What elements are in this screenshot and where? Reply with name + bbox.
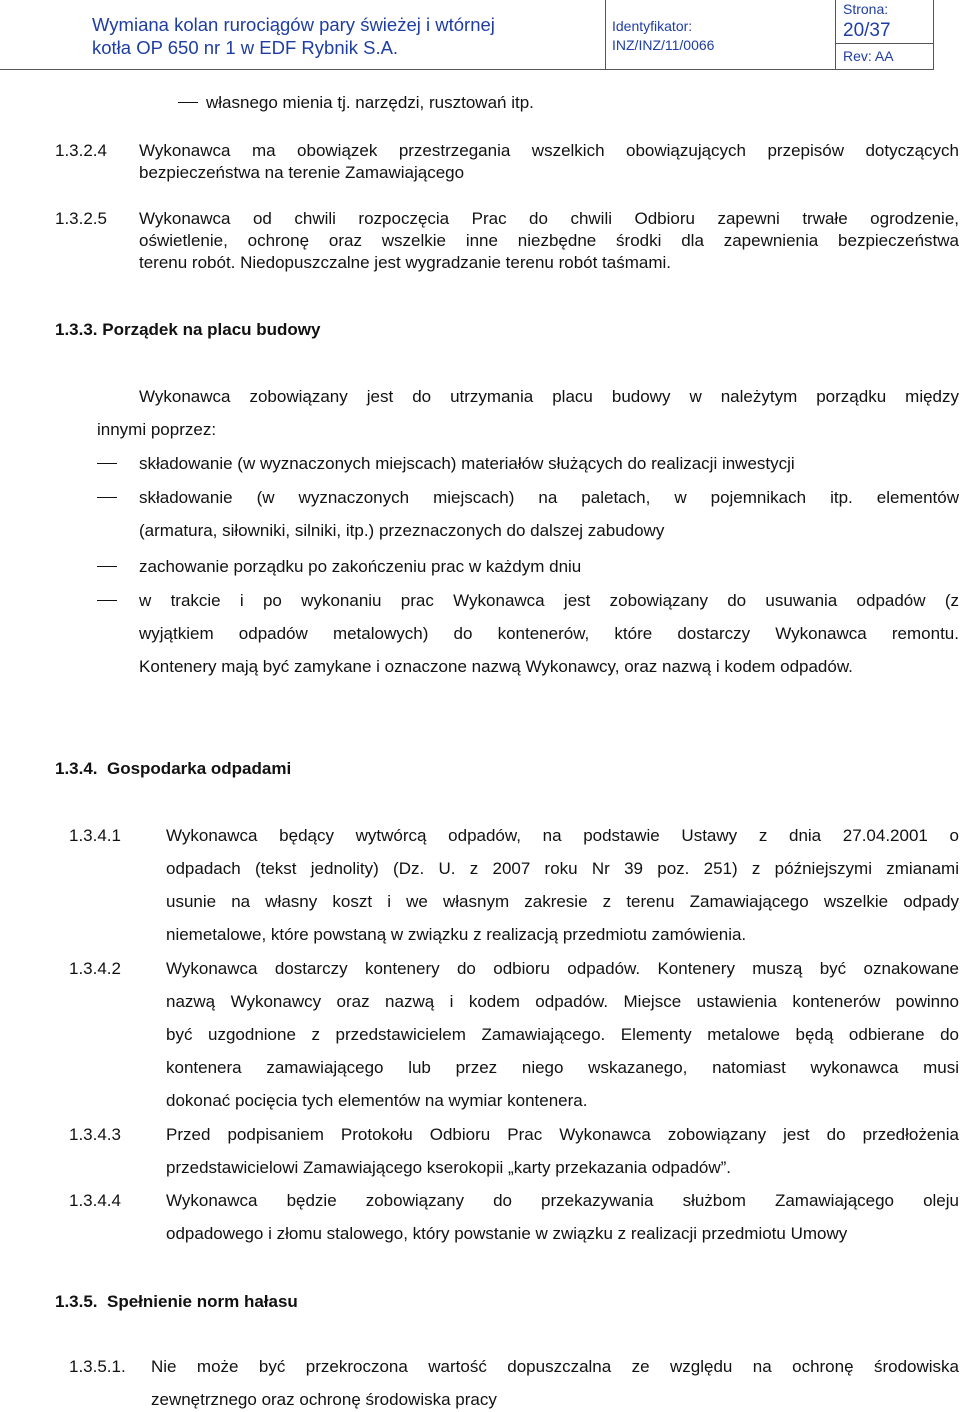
list-item: Kontenery mają być zamykane i oznaczone nazwą Wykonawcy, oraz nazwą i kodem odpadów. [139, 657, 853, 676]
list-item: (armatura, siłowniki, silniki, itp.) przeznaczonych do dalszej zabudowy [139, 521, 665, 540]
bullet-dash [97, 566, 117, 567]
bullet-dash [178, 102, 198, 103]
header-divider [933, 0, 934, 70]
paragraph-line: terenu robót. Niedopuszczalne jest wygradzanie terenu robót taśmami. [139, 253, 672, 272]
section-number: 1.3.4.1 [69, 826, 121, 845]
section-number: 1.3.4.4 [69, 1191, 121, 1210]
list-item: wyjątkiem odpadów metalowych) do kontenerów, które dostarczy Wykonawca remontu. [139, 624, 959, 643]
list-item: składowanie (w wyznaczonych miejscach) materiałów służących do realizacji inwestycji [139, 454, 795, 473]
section-number: 1.3.4.3 [69, 1125, 121, 1144]
paragraph-line: nazwą Wykonawcy oraz nazwą i kodem odpadów. Miejsce ustawienia kontenerów powinno [166, 992, 959, 1011]
header-bottom-rule [0, 69, 934, 70]
identifier-value: INZ/INZ/11/0066 [612, 37, 715, 53]
paragraph-line: Wykonawca od chwili rozpoczęcia Prac do chwili Odbioru zapewni trwałe ogrodzenie, [139, 209, 959, 228]
paragraph-line: oświetlenie, ochronę oraz wszelkie inne niezbędne środki dla zapewnienia bezpieczeństwa [139, 231, 959, 250]
paragraph-line: Wykonawca dostarczy kontenery do odbioru odpadów. Kontenery muszą być oznakowane [166, 959, 959, 978]
header-divider [835, 0, 836, 70]
paragraph-line: odpadach (tekst jednolity) (Dz. U. z 2007 roku Nr 39 poz. 251) z późniejszymi zmianami [166, 859, 959, 878]
list-item: składowanie (w wyznaczonych miejscach) na paletach, w pojemnikach itp. elementów [139, 488, 959, 507]
section-number: 1.3.4.2 [69, 959, 121, 978]
paragraph-line: usunie na własny koszt i we własnym zakresie z terenu Zamawiającego wszelkie odpady [166, 892, 959, 911]
paragraph-line: niemetalowe, które powstaną w związku z realizacją przedmiotu zamówienia. [166, 925, 747, 944]
paragraph-line: odpadowego i złomu stalowego, który powstanie w związku z realizacji przedmiotu Umowy [166, 1224, 848, 1243]
paragraph-line: Wykonawca będący wytwórcą odpadów, na podstawie Ustawy z dnia 27.04.2001 o [166, 826, 959, 845]
paragraph-line: Przed podpisaniem Protokołu Odbioru Prac Wykonawca zobowiązany jest do przedłożenia [166, 1125, 959, 1144]
paragraph-line: innymi poprzez: [97, 420, 217, 439]
paragraph-line: Nie może być przekroczona wartość dopuszczalna ze względu na ochronę środowiska [151, 1357, 959, 1376]
paragraph-line: Wykonawca ma obowiązek przestrzegania wszelkich obowiązujących przepisów dotyczących [139, 141, 959, 160]
header-rev-rule [835, 43, 933, 44]
paragraph-line: przedstawicielowi Zamawiającego kserokopii „karty przekazania odpadów”. [166, 1158, 732, 1177]
paragraph-line: bezpieczeństwa na terenie Zamawiającego [139, 163, 465, 182]
section-number: 1.3.2.4 [55, 141, 107, 160]
section-heading: 1.3.4. Gospodarka odpadami [55, 759, 292, 778]
revision: Rev: AA [843, 48, 894, 64]
section-number: 1.3.5.1. [69, 1357, 126, 1376]
bullet-dash [97, 600, 117, 601]
paragraph-line: Wykonawca zobowiązany jest do utrzymania placu budowy w należytym porządku między [139, 387, 959, 406]
list-item: zachowanie porządku po zakończeniu prac w każdym dniu [139, 557, 582, 576]
bullet-dash [97, 463, 117, 464]
header-divider [605, 0, 606, 70]
list-item: własnego mienia tj. narzędzi, rusztowań itp. [206, 93, 534, 112]
paragraph-line: dokonać pocięcia tych elementów na wymiar kontenera. [166, 1091, 588, 1110]
paragraph-line: Wykonawca będzie zobowiązany do przekazywania służbom Zamawiającego oleju [166, 1191, 959, 1210]
paragraph-line: zewnętrznego oraz ochronę środowiska pracy [151, 1390, 497, 1409]
page-number: 20/37 [843, 20, 891, 41]
paragraph-line: kontenera zamawiającego lub przez niego wskazanego, natomiast wykonawca musi [166, 1058, 959, 1077]
document-title: Wymiana kolan rurociągów pary świeżej i wtórnej kotła OP 650 nr 1 w EDF Rybnik S.A. [92, 14, 495, 58]
identifier-label: Identyfikator: [612, 18, 693, 34]
list-item: w trakcie i po wykonaniu prac Wykonawca jest zobowiązany do usuwania odpadów (z [139, 591, 959, 610]
bullet-dash [97, 497, 117, 498]
section-heading: 1.3.3. Porządek na placu budowy [55, 320, 321, 339]
section-heading: 1.3.5. Spełnienie norm hałasu [55, 1292, 298, 1311]
paragraph-line: być uzgodnione z przedstawicielem Zamawiającego. Elementy metalowe będą odbierane do [166, 1025, 959, 1044]
section-number: 1.3.2.5 [55, 209, 107, 228]
page-label: Strona: [843, 1, 889, 17]
